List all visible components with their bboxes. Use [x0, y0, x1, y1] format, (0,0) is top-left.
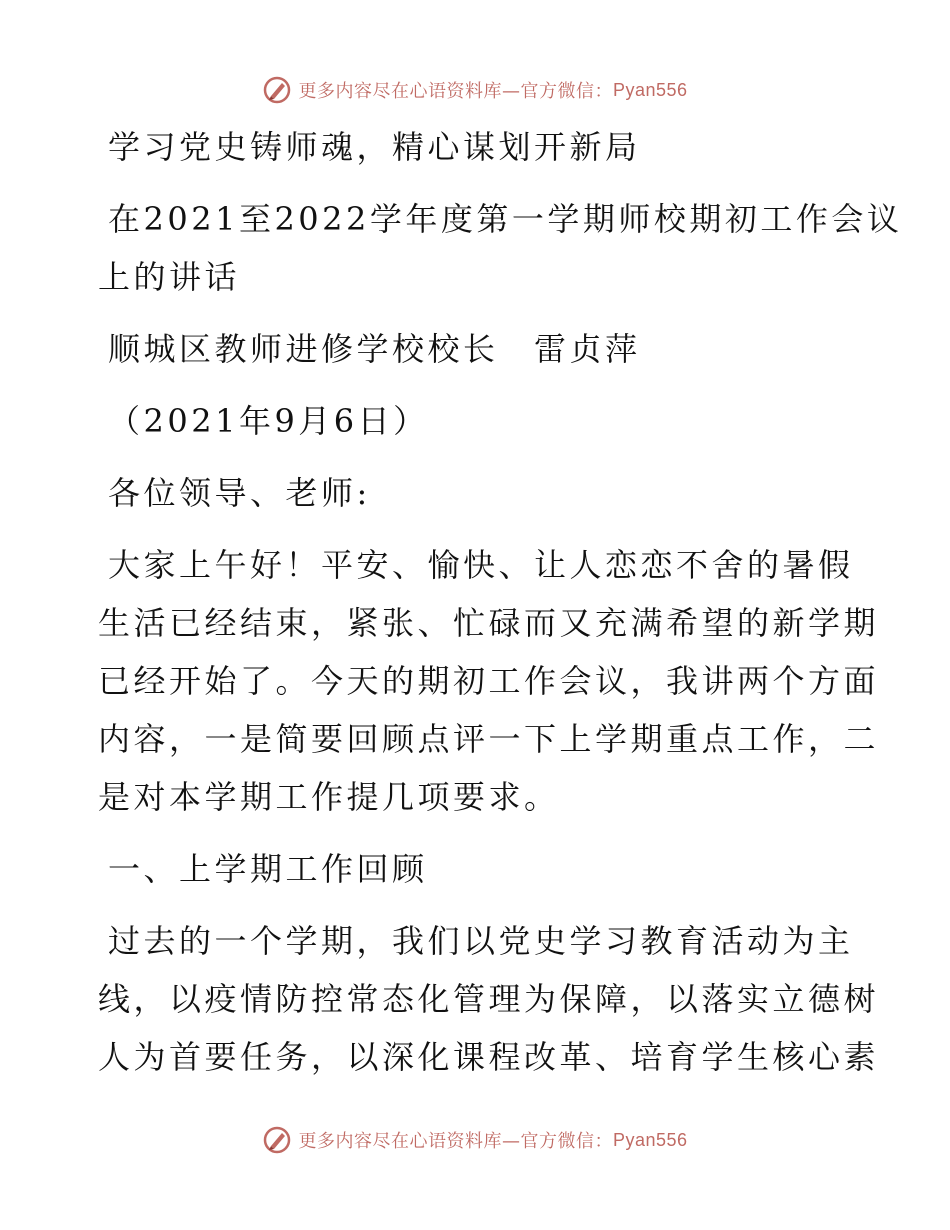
paragraph-line: 生活已经结束，紧张、忙碌而又充满希望的新学期 — [98, 604, 880, 642]
watermark-id: Pyan556 — [612, 79, 688, 100]
document-body — [98, 118, 903, 1086]
document-date: （2021年9月6日） — [108, 402, 429, 440]
pen-logo-icon — [262, 75, 292, 105]
watermark-text: 更多内容尽在心语资料库—官方微信： — [298, 1131, 613, 1152]
pen-logo-icon — [262, 1125, 292, 1155]
paragraph-line: 线，以疫情防控常态化管理为保障，以落实立德树 — [98, 980, 880, 1018]
paragraph-line: 人为首要任务，以深化课程改革、培育学生核心素 — [98, 1038, 880, 1076]
document-salutation: 各位领导、老师: — [108, 474, 371, 512]
document-author: 顺城区教师进修学校校长 雷贞萍 — [108, 330, 641, 368]
paragraph-line: 大家上午好！平安、愉快、让人恋恋不舍的暑假 — [108, 546, 854, 584]
watermark-text: 更多内容尽在心语资料库—官方微信： — [298, 81, 613, 102]
document-title: 学习党史铸师魂，精心谋划开新局 — [108, 128, 641, 166]
document-subtitle-line2: 上的讲话 — [98, 258, 241, 296]
paragraph-line: 内容，一是简要回顾点评一下上学期重点工作，二 — [98, 720, 880, 758]
watermark-id: Pyan556 — [612, 1129, 688, 1150]
document-subtitle-line1: 在2021至2022学年度第一学期师校期初工作会议 — [108, 200, 903, 238]
watermark-header — [0, 70, 950, 110]
paragraph-line: 已经开始了。今天的期初工作会议，我讲两个方面 — [98, 662, 880, 700]
paragraph-line: 过去的一个学期，我们以党史学习教育活动为主 — [108, 922, 854, 960]
watermark-footer — [0, 1120, 950, 1160]
section-heading: 一、上学期工作回顾 — [108, 850, 428, 888]
paragraph-line: 是对本学期工作提几项要求。 — [98, 778, 560, 816]
